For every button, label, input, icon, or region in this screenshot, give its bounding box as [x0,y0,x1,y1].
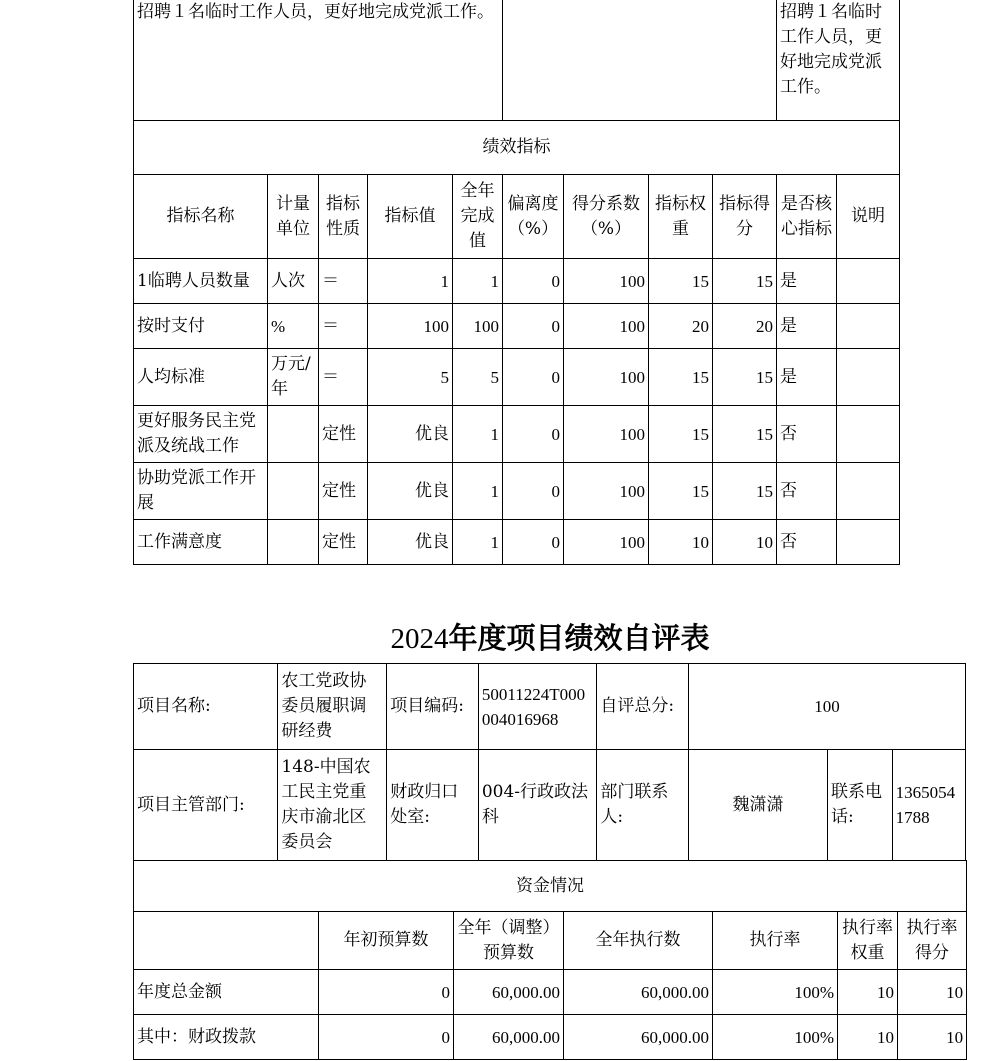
col-header-target: 指标值 [368,175,453,259]
indicator-weight: 15 [649,463,713,520]
fund-adjusted: 60,000.00 [454,970,564,1015]
indicator-name: 更好服务民主党派及统战工作 [134,406,268,463]
indicator-score: 15 [713,406,777,463]
indicator-coef: 100 [564,520,649,565]
goal-description-middle [503,0,777,121]
fund-weight: 10 [838,970,898,1015]
indicator-coef: 100 [564,259,649,304]
indicator-core: 否 [777,463,837,520]
indicator-actual: 1 [453,406,503,463]
indicator-note [837,463,900,520]
col-header-unit: 计量单位 [268,175,319,259]
label-self-score: 自评总分: [597,664,689,750]
indicator-actual: 1 [453,463,503,520]
table-row [134,1015,967,1060]
label-finance: 财政归口处室: [387,750,479,861]
funds-col-initial: 年初预算数 [319,912,454,970]
indicator-score: 15 [713,349,777,406]
goal-description-right: 招聘１名临时工作人员，更好地完成党派工作。 [777,0,900,121]
indicator-target: 优良 [368,406,453,463]
indicator-nature: 定性 [319,463,368,520]
project-info-row [134,664,966,750]
indicator-deviation: 0 [503,463,564,520]
indicator-name: 1临聘人员数量 [134,259,268,304]
indicator-score: 15 [713,463,777,520]
label-dept: 项目主管部门: [134,750,278,861]
col-header-name: 指标名称 [134,175,268,259]
perf-indicator-header: 绩效指标 [134,121,900,175]
fund-executed: 60,000.00 [564,1015,713,1060]
fund-score: 10 [898,1015,967,1060]
funds-col-executed: 全年执行数 [564,912,713,970]
table-row [134,259,900,304]
fund-executed: 60,000.00 [564,970,713,1015]
value-phone: 13650541788 [892,750,965,861]
value-finance: 004-行政政法科 [478,750,597,861]
indicator-deviation: 0 [503,259,564,304]
fund-row-label: 其中：财政拨款 [134,1015,319,1060]
col-header-note: 说明 [837,175,900,259]
label-project-code: 项目编码: [387,664,479,750]
table-row [134,406,900,463]
indicator-nature: ＝ [319,349,368,406]
indicator-actual: 5 [453,349,503,406]
indicator-unit [268,520,319,565]
indicator-weight: 15 [649,349,713,406]
indicator-name: 工作满意度 [134,520,268,565]
funds-col-rate-weight: 执行率权重 [838,912,898,970]
indicator-deviation: 0 [503,520,564,565]
indicator-name: 人均标准 [134,349,268,406]
table-row [134,349,900,406]
indicator-target: 优良 [368,463,453,520]
label-phone: 联系电话: [827,750,892,861]
indicator-coef: 100 [564,463,649,520]
goal-row [134,0,900,121]
funds-table [133,860,967,1060]
indicator-name: 按时支付 [134,304,268,349]
col-header-weight: 指标权重 [649,175,713,259]
indicator-nature: 定性 [319,406,368,463]
label-contact: 部门联系人: [597,750,689,861]
funds-col-blank [134,912,319,970]
indicator-deviation: 0 [503,349,564,406]
indicator-deviation: 0 [503,304,564,349]
indicator-weight: 15 [649,259,713,304]
table-row [134,463,900,520]
funds-column-header-row [134,912,967,970]
self-evaluation-grid [133,663,966,861]
page-title [0,616,1000,661]
indicator-actual: 100 [453,304,503,349]
indicator-score: 15 [713,259,777,304]
table-row [134,304,900,349]
fund-score: 10 [898,970,967,1015]
col-header-coef: 得分系数（%） [564,175,649,259]
title-year: 2024 [390,623,449,655]
indicator-note [837,406,900,463]
col-header-score: 指标得分 [713,175,777,259]
fund-initial: 0 [319,970,454,1015]
indicator-unit: 万元/年 [268,349,319,406]
indicator-note [837,259,900,304]
goal-description-left: 招聘１名临时工作人员，更好地完成党派工作。 [134,0,503,121]
indicator-score: 10 [713,520,777,565]
indicator-nature: ＝ [319,259,368,304]
funds-col-rate-score: 执行率得分 [898,912,967,970]
indicator-nature: ＝ [319,304,368,349]
funds-header: 资金情况 [134,861,967,912]
indicator-coef: 100 [564,349,649,406]
indicator-unit [268,463,319,520]
fund-rate: 100% [713,1015,838,1060]
col-header-nature: 指标性质 [319,175,368,259]
indicator-weight: 15 [649,406,713,463]
indicator-deviation: 0 [503,406,564,463]
indicator-score: 20 [713,304,777,349]
value-self-score: 100 [688,664,965,750]
fund-adjusted: 60,000.00 [454,1015,564,1060]
value-dept: 148-中国农工民主党重庆市渝北区委员会 [278,750,387,861]
indicator-target: 1 [368,259,453,304]
funds-col-adjusted: 全年（调整）预算数 [454,912,564,970]
indicator-core: 否 [777,520,837,565]
indicator-weight: 20 [649,304,713,349]
indicator-note [837,520,900,565]
indicator-unit [268,406,319,463]
title-text: 年度项目绩效自评表 [448,621,710,655]
col-header-actual: 全年完成值 [453,175,503,259]
indicator-actual: 1 [453,259,503,304]
table-row [134,520,900,565]
indicator-target: 5 [368,349,453,406]
value-project-code: 50011224T000004016968 [478,664,597,750]
indicator-unit: 人次 [268,259,319,304]
column-header-row [134,175,900,259]
fund-initial: 0 [319,1015,454,1060]
indicator-name: 协助党派工作开展 [134,463,268,520]
col-header-deviation: 偏离度（%） [503,175,564,259]
table-row [134,970,967,1015]
fund-rate: 100% [713,970,838,1015]
label-project-name: 项目名称: [134,664,278,750]
indicator-core: 是 [777,304,837,349]
value-project-name: 农工党政协委员履职调研经费 [278,664,387,750]
indicator-core: 是 [777,349,837,406]
indicator-note [837,349,900,406]
indicator-target: 100 [368,304,453,349]
indicator-core: 否 [777,406,837,463]
indicator-unit: % [268,304,319,349]
indicator-coef: 100 [564,304,649,349]
funds-col-rate: 执行率 [713,912,838,970]
performance-indicator-table [133,0,900,565]
dept-info-row [134,750,966,861]
indicator-core: 是 [777,259,837,304]
indicator-weight: 10 [649,520,713,565]
indicator-target: 优良 [368,520,453,565]
indicator-actual: 1 [453,520,503,565]
indicator-coef: 100 [564,406,649,463]
col-header-core: 是否核心指标 [777,175,837,259]
value-contact: 魏潇潇 [688,750,827,861]
fund-weight: 10 [838,1015,898,1060]
indicator-nature: 定性 [319,520,368,565]
indicator-note [837,304,900,349]
fund-row-label: 年度总金额 [134,970,319,1015]
